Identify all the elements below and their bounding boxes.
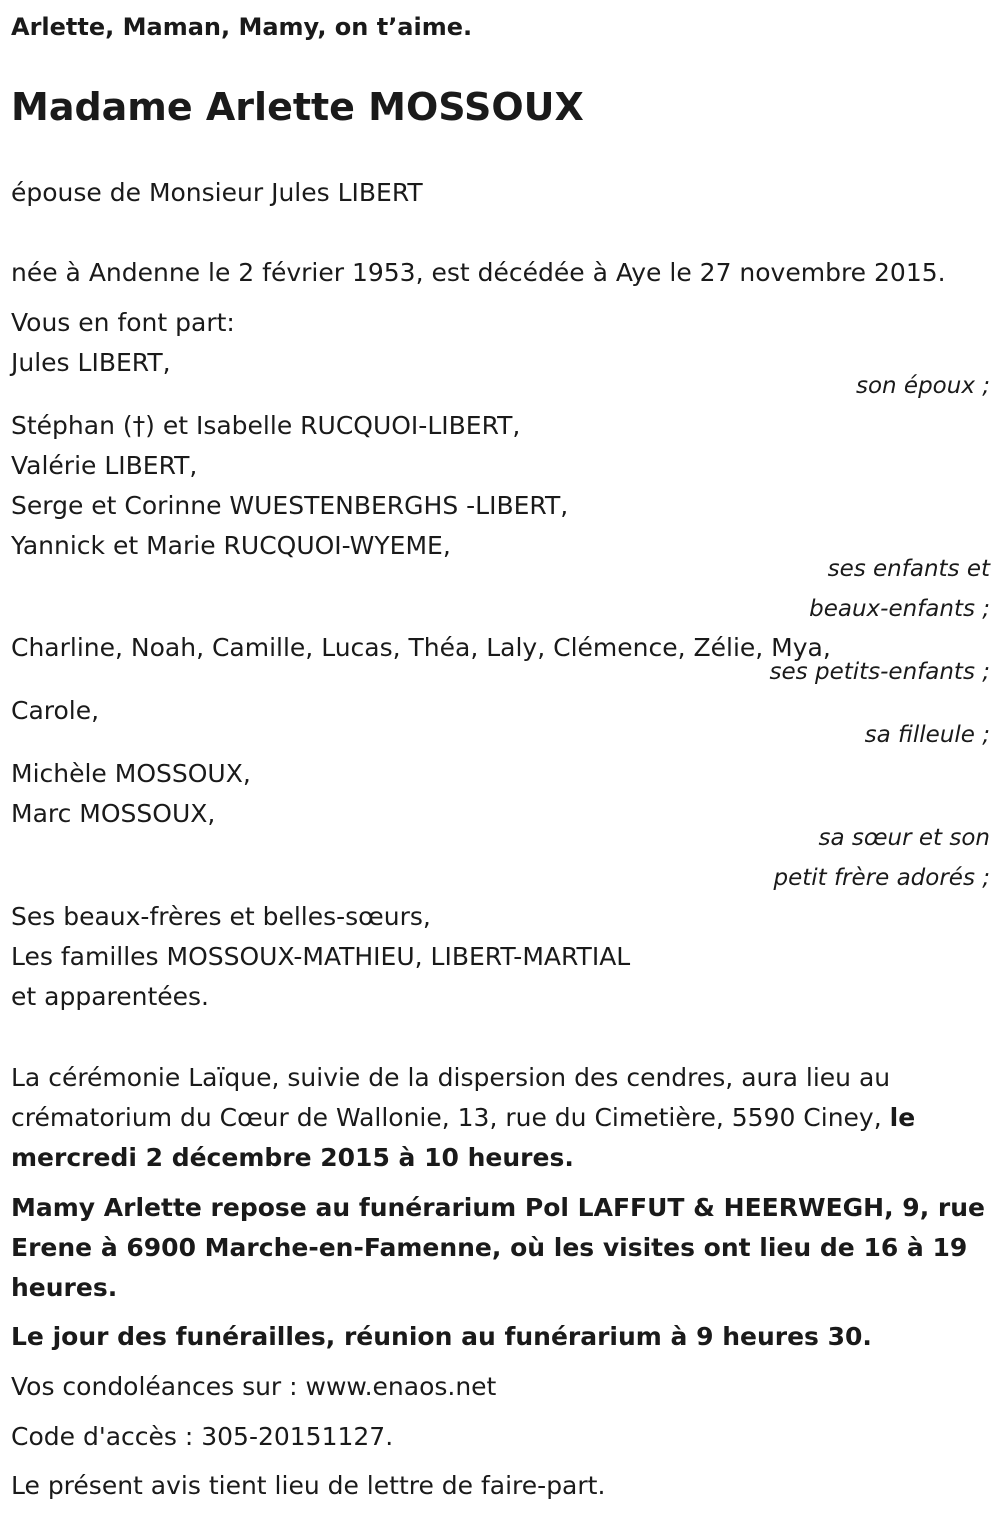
- child-line-4: Yannick et Marie RUCQUOI-WYEME,: [11, 531, 451, 560]
- siblings-relation-2: petit frère adorés ;: [773, 865, 990, 891]
- child-line-1: Stéphan (†) et Isabelle RUCQUOI-LIBERT,: [11, 411, 521, 440]
- spouse-relation: son époux ;: [855, 373, 990, 399]
- child-line-2: Valérie LIBERT,: [11, 451, 198, 480]
- spouse-line: épouse de Monsieur Jules LIBERT: [11, 178, 423, 207]
- siblings-relation-1: sa sœur et son: [818, 825, 990, 851]
- ceremony-text: La cérémonie Laïque, suivie de la dispersion des cendres, aura lieu au crématorium du Cœur de Wallonie, 13, rue du Cimetière, 5590 Ciney,: [11, 1063, 891, 1132]
- family-line-2: Les familles MOSSOUX-MATHIEU, LIBERT-MARTIAL: [11, 942, 631, 971]
- goddaughter-name: Carole,: [11, 696, 100, 725]
- sibling-line-2: Marc MOSSOUX,: [11, 799, 216, 828]
- grandchildren-names: Charline, Noah, Camille, Lucas, Théa, Laly, Clémence, Zélie, Mya,: [11, 633, 831, 662]
- dedication: Arlette, Maman, Mamy, on t’aime.: [11, 13, 473, 41]
- ceremony-paragraph: [11, 1058, 986, 1178]
- access-code: Code d'accès : 305-20151127.: [11, 1422, 394, 1451]
- deceased-name: Madame Arlette MOSSOUX: [11, 85, 584, 129]
- condolences-line: Vos condoléances sur : www.enaos.net: [11, 1372, 497, 1401]
- sibling-line-1: Michèle MOSSOUX,: [11, 759, 251, 788]
- notice-line: Le présent avis tient lieu de lettre de faire-part.: [11, 1471, 606, 1500]
- goddaughter-relation: sa filleule ;: [864, 722, 990, 748]
- children-relation-1: ses enfants et: [827, 556, 990, 582]
- grandchildren-relation: ses petits-enfants ;: [769, 659, 990, 685]
- child-line-3: Serge et Corinne WUESTENBERGHS -LIBERT,: [11, 491, 569, 520]
- intro-line: Vous en font part:: [11, 308, 235, 337]
- visitation-paragraph: Mamy Arlette repose au funérarium Pol LAFFUT & HEERWEGH, 9, rue Erene à 6900 Marche-en-Famenne, où les visites ont lieu de 16 à 19 heures.: [11, 1193, 985, 1302]
- children-relation-2: beaux-enfants ;: [809, 596, 990, 622]
- meeting-line: Le jour des funérailles, réunion au funérarium à 9 heures 30.: [11, 1322, 872, 1351]
- family-line-1: Ses beaux-frères et belles-sœurs,: [11, 902, 431, 931]
- spouse-name: Jules LIBERT,: [11, 348, 171, 377]
- family-line-3: et apparentées.: [11, 982, 209, 1011]
- ceremony-date: le mercredi 2 décembre 2015 à 10 heures.: [11, 1103, 916, 1172]
- birth-death-line: née à Andenne le 2 février 1953, est décédée à Aye le 27 novembre 2015.: [11, 258, 946, 287]
